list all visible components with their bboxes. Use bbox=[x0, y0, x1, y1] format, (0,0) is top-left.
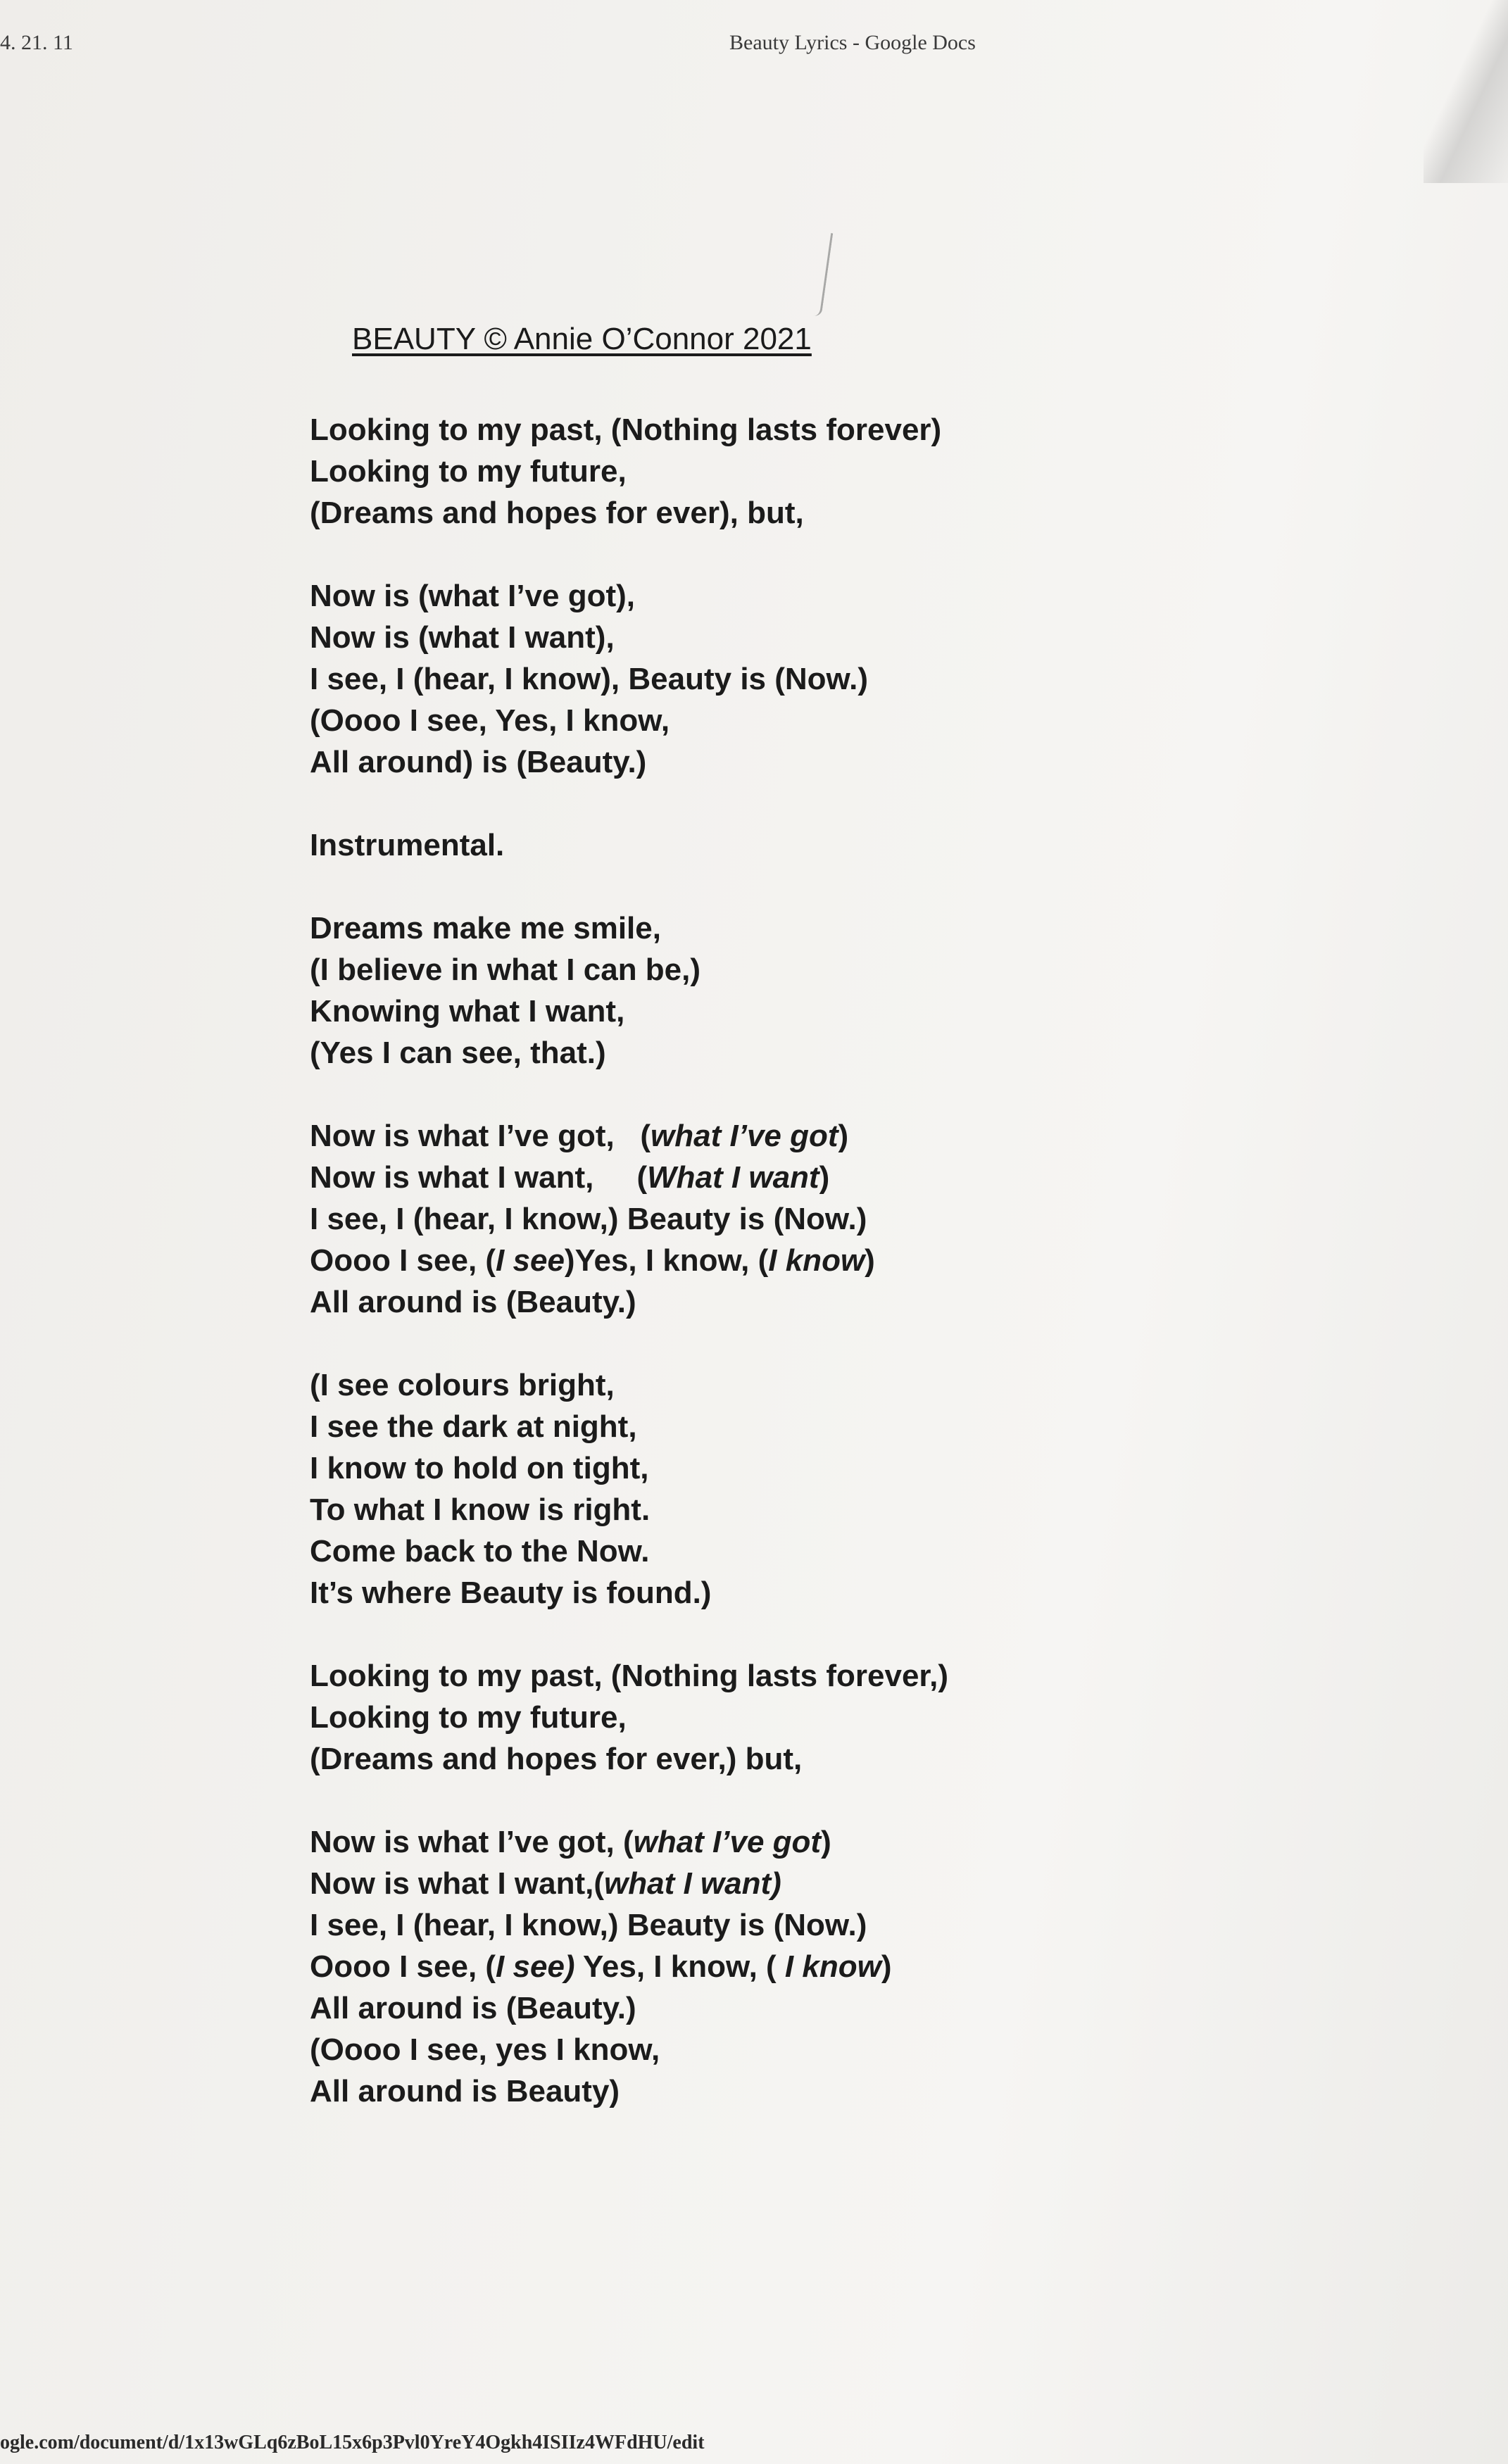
lyric-segment: Oooo I see, ( bbox=[310, 1243, 496, 1278]
stanza-4 bbox=[310, 907, 1239, 1074]
lyric-line: (Yes I can see, that.) bbox=[310, 1036, 606, 1070]
lyric-segment: Now is what I’ve got, ( bbox=[310, 1119, 651, 1153]
lyric-line: (Dreams and hopes for ever,) but, bbox=[310, 1742, 803, 1776]
lyric-line: (I see colours bright, bbox=[310, 1368, 615, 1402]
lyric-line: Now is (what I’ve got), bbox=[310, 579, 636, 613]
lyric-line: I see the dark at night, bbox=[310, 1409, 637, 1444]
print-timestamp: 4. 21. 11 bbox=[0, 31, 73, 54]
page-corner-shadow bbox=[1424, 0, 1508, 183]
lyric-line: Dreams make me smile, bbox=[310, 911, 661, 945]
lyric-line: I know to hold on tight, bbox=[310, 1451, 649, 1485]
lyric-line: (Oooo I see, yes I know, bbox=[310, 2032, 660, 2067]
lyric-line: All around is (Beauty.) bbox=[310, 1285, 636, 1319]
lyric-segment-italic: what I’ve got bbox=[651, 1119, 838, 1153]
lyric-segment: Now is what I want,( bbox=[310, 1866, 605, 1901]
lyric-segment: )Yes, I know, ( bbox=[564, 1243, 769, 1278]
lyric-line bbox=[310, 1863, 1239, 1904]
lyric-line: I see, I (hear, I know), Beauty is (Now.) bbox=[310, 662, 869, 696]
lyric-line: Instrumental. bbox=[310, 828, 505, 862]
lyric-line: It’s where Beauty is found.) bbox=[310, 1576, 712, 1610]
lyric-segment-italic: I know bbox=[768, 1243, 865, 1278]
lyric-line: All around) is (Beauty.) bbox=[310, 745, 647, 779]
lyric-segment-italic: I know bbox=[784, 1949, 881, 1984]
print-footer-url: ogle.com/document/d/1x13wGLq6zBoL15x6p3Pvl0YreY4Ogkh4ISIIz4WFdHU/edit bbox=[0, 2432, 705, 2453]
lyric-segment: ) bbox=[838, 1119, 849, 1153]
pen-mark bbox=[814, 232, 834, 317]
song-title: BEAUTY © Annie O’Connor 2021 bbox=[352, 322, 812, 356]
lyric-line bbox=[310, 1157, 1239, 1198]
lyric-line: (Dreams and hopes for ever), but, bbox=[310, 496, 804, 530]
print-doc-title: Beauty Lyrics - Google Docs bbox=[729, 31, 976, 54]
lyric-line: I see, I (hear, I know,) Beauty is (Now.) bbox=[310, 1908, 867, 1942]
lyric-line: Looking to my future, bbox=[310, 454, 627, 489]
lyric-line: Now is (what I want), bbox=[310, 620, 615, 655]
lyric-line: Looking to my future, bbox=[310, 1700, 627, 1735]
lyric-segment: ) bbox=[821, 1825, 831, 1859]
lyric-segment-italic: what I’ve got bbox=[633, 1825, 822, 1859]
lyric-line: All around is Beauty) bbox=[310, 2074, 620, 2108]
lyric-segment-italic: I see bbox=[496, 1243, 565, 1278]
lyric-segment: Now is what I want, ( bbox=[310, 1160, 648, 1195]
lyric-line: (Oooo I see, Yes, I know, bbox=[310, 703, 670, 738]
lyric-line bbox=[310, 1115, 1239, 1157]
stanza-5 bbox=[310, 1115, 1239, 1323]
lyric-segment-italic: What I want bbox=[647, 1160, 819, 1195]
lyric-line: I see, I (hear, I know,) Beauty is (Now.) bbox=[310, 1202, 867, 1236]
lyric-line: All around is (Beauty.) bbox=[310, 1991, 636, 2025]
lyric-segment-italic: what I want) bbox=[604, 1866, 781, 1901]
lyric-line: Looking to my past, (Nothing lasts forever,) bbox=[310, 1659, 948, 1693]
lyric-segment: Oooo I see, ( bbox=[310, 1949, 496, 1984]
lyric-line: Looking to my past, (Nothing lasts forever) bbox=[310, 413, 942, 447]
lyric-line bbox=[310, 1821, 1239, 1863]
stanza-6 bbox=[310, 1364, 1239, 1614]
lyric-line: Knowing what I want, bbox=[310, 994, 625, 1029]
lyric-segment: Now is what I’ve got, ( bbox=[310, 1825, 634, 1859]
lyric-segment: ) bbox=[819, 1160, 830, 1195]
stanza-1 bbox=[310, 409, 1239, 534]
lyric-line bbox=[310, 1240, 1239, 1281]
stanza-7 bbox=[310, 1655, 1239, 1780]
lyric-segment: ) bbox=[881, 1949, 892, 1984]
lyric-segment: Yes, I know, ( bbox=[574, 1949, 785, 1984]
lyric-line: To what I know is right. bbox=[310, 1492, 651, 1527]
lyric-segment: ) bbox=[865, 1243, 875, 1278]
lyric-line: (I believe in what I can be,) bbox=[310, 953, 701, 987]
stanza-2 bbox=[310, 575, 1239, 783]
lyrics-body bbox=[310, 318, 1239, 2154]
lyric-line bbox=[310, 1946, 1239, 1987]
stanza-8 bbox=[310, 1821, 1239, 2112]
lyric-segment-italic: I see) bbox=[496, 1949, 575, 1984]
stanza-3 bbox=[310, 824, 1239, 866]
lyric-line: Come back to the Now. bbox=[310, 1534, 650, 1569]
